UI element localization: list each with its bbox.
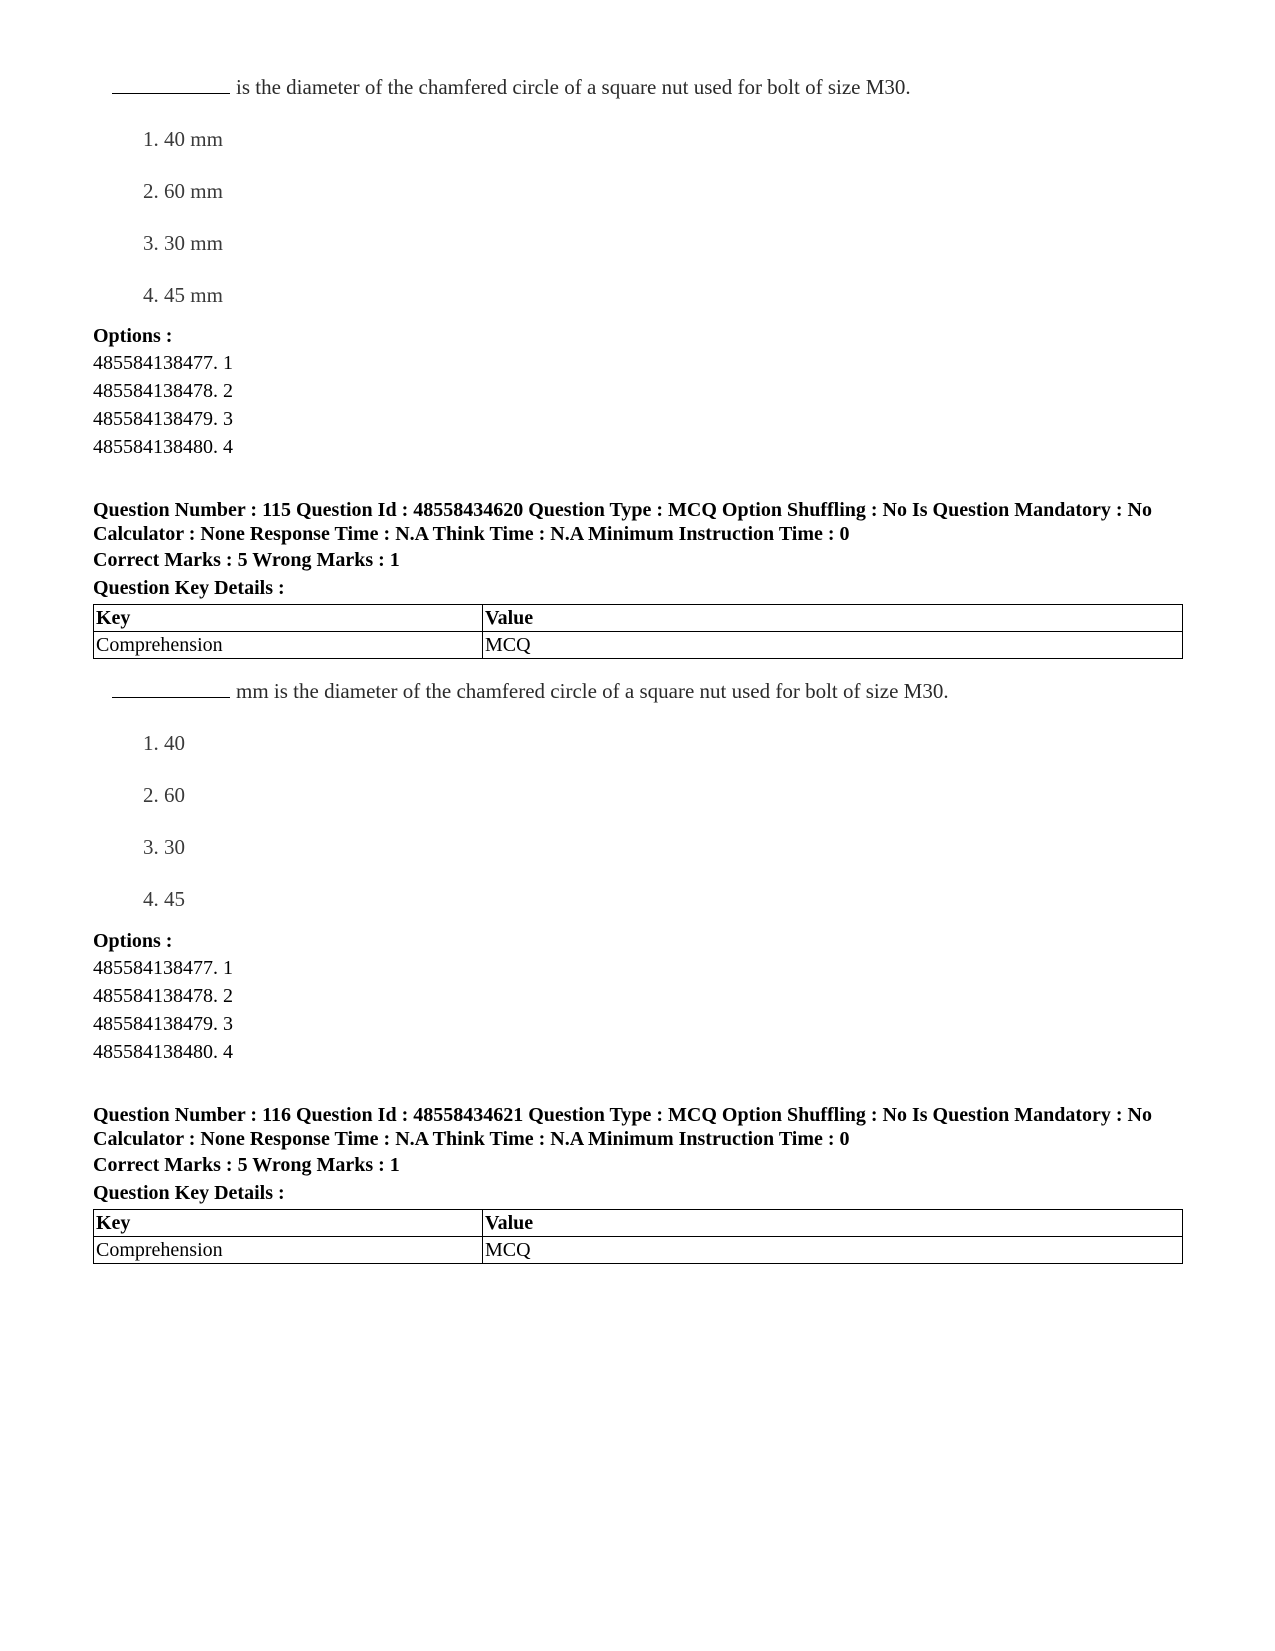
option-id-1: 485584138477. 1 bbox=[93, 352, 233, 374]
choice-1: 1. 40 bbox=[143, 731, 185, 755]
key-cell: Comprehension bbox=[94, 632, 483, 659]
choice-4: 4. 45 mm bbox=[143, 283, 223, 307]
option-id-4: 485584138480. 4 bbox=[93, 1041, 233, 1063]
choice-2: 2. 60 bbox=[143, 783, 185, 807]
key-details-label: Question Key Details : bbox=[93, 1182, 285, 1204]
marks-line: Correct Marks : 5 Wrong Marks : 1 bbox=[93, 1154, 400, 1176]
key-cell: Comprehension bbox=[94, 1237, 483, 1264]
key-details-label: Question Key Details : bbox=[93, 577, 285, 599]
key-table bbox=[93, 604, 1183, 659]
question-meta: Question Number : 116 Question Id : 48558434621 Question Type : MCQ Option Shuffling : No Is Question Mandatory : No Calculator : None Response Time : N.A Think Time : N.A Minimum Instruction Time : 0 bbox=[93, 1104, 1152, 1150]
table-row bbox=[94, 1237, 1183, 1264]
options-label: Options : bbox=[93, 930, 173, 952]
choice-3: 3. 30 mm bbox=[143, 231, 223, 255]
key-table bbox=[93, 1209, 1183, 1264]
option-id-2: 485584138478. 2 bbox=[93, 380, 233, 402]
value-header: Value bbox=[483, 1210, 1183, 1237]
option-id-3: 485584138479. 3 bbox=[93, 1013, 233, 1035]
key-table-header bbox=[94, 1210, 1183, 1237]
choice-3: 3. 30 bbox=[143, 835, 185, 859]
options-label: Options : bbox=[93, 325, 173, 347]
choice-4: 4. 45 bbox=[143, 887, 185, 911]
marks-line: Correct Marks : 5 Wrong Marks : 1 bbox=[93, 549, 400, 571]
answer-blank bbox=[112, 79, 230, 94]
option-id-4: 485584138480. 4 bbox=[93, 436, 233, 458]
key-header: Key bbox=[94, 1210, 483, 1237]
question-stem: mm is the diameter of the chamfered circle of a square nut used for bolt of size M30. bbox=[112, 679, 949, 704]
question-meta: Question Number : 115 Question Id : 48558434620 Question Type : MCQ Option Shuffling : No Is Question Mandatory : No Calculator : None Response Time : N.A Think Time : N.A Minimum Instruction Time : 0 bbox=[93, 499, 1152, 545]
value-cell: MCQ bbox=[483, 1237, 1183, 1264]
choice-1: 1. 40 mm bbox=[143, 127, 223, 151]
value-header: Value bbox=[483, 605, 1183, 632]
option-id-1: 485584138477. 1 bbox=[93, 957, 233, 979]
question-stem: is the diameter of the chamfered circle of a square nut used for bolt of size M30. bbox=[112, 75, 911, 100]
key-header: Key bbox=[94, 605, 483, 632]
value-cell: MCQ bbox=[483, 632, 1183, 659]
choice-2: 2. 60 mm bbox=[143, 179, 223, 203]
option-id-3: 485584138479. 3 bbox=[93, 408, 233, 430]
option-id-2: 485584138478. 2 bbox=[93, 985, 233, 1007]
table-row bbox=[94, 632, 1183, 659]
key-table-header bbox=[94, 605, 1183, 632]
answer-blank bbox=[112, 683, 230, 698]
